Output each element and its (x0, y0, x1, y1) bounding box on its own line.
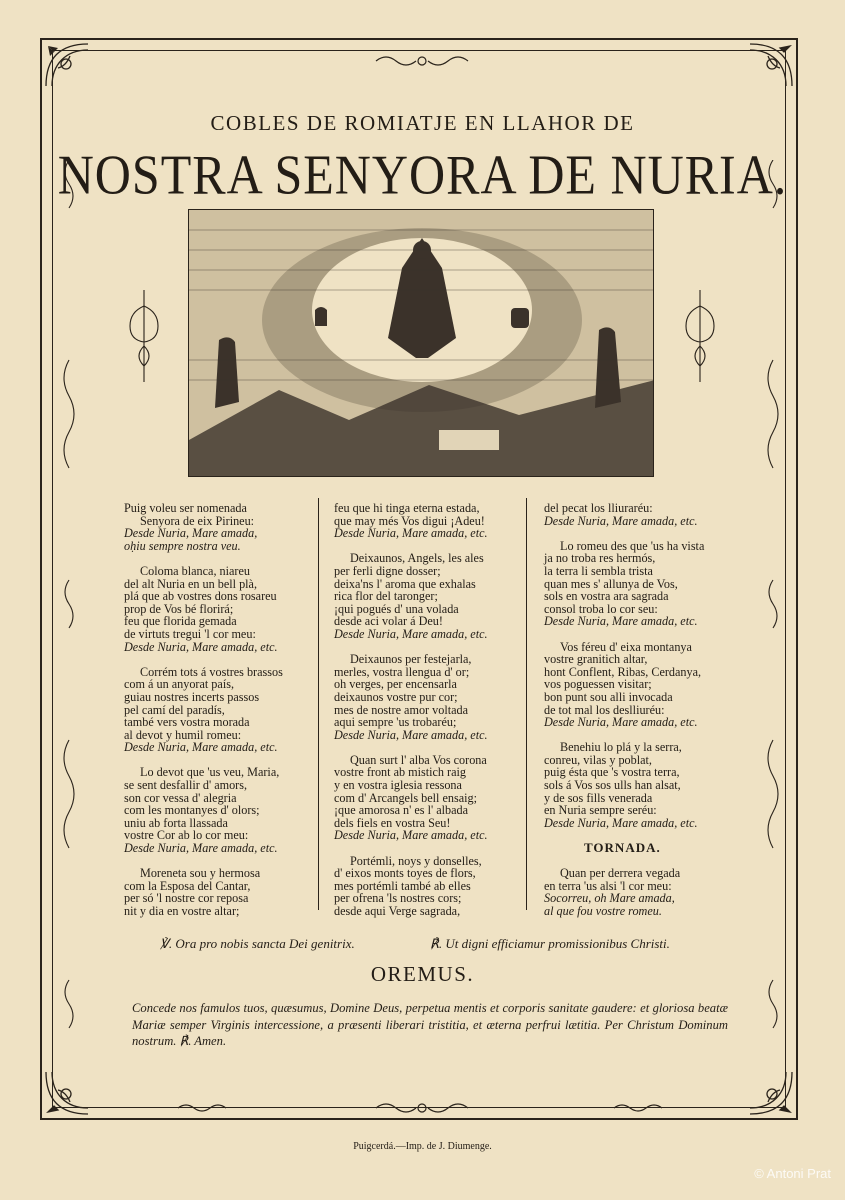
verse-line: com á un anyorat país, (124, 677, 234, 692)
verse-line: feu que florida gemada (124, 614, 237, 629)
bottom-right-ornament (612, 1100, 668, 1116)
stanza-gap (544, 628, 704, 641)
verse-line: conreu, vilas y poblat, (544, 752, 652, 767)
verse-line: dels fiels en vostra Seu! (334, 815, 451, 830)
verse-line: Desde Nuria, Mare amada, etc. (544, 715, 698, 730)
right-side-ornaments (758, 160, 788, 1040)
verse-line: mes portémli també ab elles (334, 878, 471, 893)
versicle: ℣. Ora pro nobis sancta Dei genitrix. (160, 936, 355, 951)
verse-line: deixa'ns l' aroma que exhalas (334, 576, 476, 591)
verse-line: al que fou vostre romeu. (544, 904, 662, 918)
verse-line: com d' Arcangels bell ensaig; (334, 790, 477, 805)
stanza-gap (124, 653, 283, 666)
verse-line: Desde Nuria, Mare amada, etc. (334, 526, 488, 541)
corner-ornament-tl (40, 38, 94, 92)
left-side-ornaments (54, 160, 84, 1040)
verse-line: ¡que amorosa n' es l' albada (334, 803, 469, 818)
verse-line: Desde Nuria, Mare amada, etc. (544, 614, 698, 629)
verse-line: que may més Vos digui ¡Adeu! (334, 513, 485, 528)
verse-line: com les montanyes d' olors; (124, 803, 260, 818)
verse-line: Desde Nuria, Mare amada, etc. (334, 727, 488, 742)
verse-line: Quan surt l' alba Vos corona (350, 752, 487, 767)
tornada-heading: TORNADA. (584, 840, 661, 856)
verse-line: Corrém tots á vostres brassos (140, 664, 283, 679)
verse-line: Quan per derrera vegada (560, 866, 681, 881)
verse-line: per ferli digne dosser; (334, 563, 441, 578)
right-flourish (680, 286, 720, 386)
verse-column-3 (544, 502, 704, 918)
verse-line: puig ésta que 's vostra terra, (544, 765, 680, 780)
verse-line: nit y dia en vostre altar; (124, 904, 240, 918)
verse-line: com la Esposa del Cantar, (124, 878, 251, 893)
column-divider-2 (526, 498, 527, 910)
subtitle: COBLES DE ROMIATJE EN LLAHOR DE (210, 111, 635, 135)
verse-line: son cor vessa d' alegria (124, 790, 237, 805)
verse-line: Desde Nuria, Mare amada, etc. (334, 626, 488, 641)
verse-line: Desde Nuria, Mare amada, etc. (124, 639, 278, 654)
verse-line: feu que hi tinga eterna estada, (334, 501, 480, 515)
verse-line: deixaunos vostre pur cor; (334, 689, 458, 704)
verse-line: guiau nostres incerts passos (124, 689, 260, 704)
verse-line: Moreneta sou y hermosa (140, 866, 261, 881)
verse-line: Desde Nuria, Mare amada, (124, 526, 258, 541)
verse-line: vostre granitich altar, (544, 652, 648, 667)
page-title: NOSTRA SENYORA DE NURIA. (57, 143, 788, 206)
verse-line: oḥiu sempre nostra veu. (124, 538, 241, 553)
response: ℟. Ut digni efficiamur promissionibus Christi. (430, 936, 670, 951)
verse-line: Portémli, noys y donselles, (350, 853, 482, 868)
verse-line: Desde Nuria, Mare amada, etc. (544, 815, 698, 830)
verse-line: al devot y humil romeu: (124, 727, 242, 742)
stanza-gap (334, 842, 488, 855)
corner-ornament-br (744, 1066, 798, 1120)
verse-line: també vers vostra morada (124, 715, 250, 730)
verse-line: ja no troba res hermós, (544, 551, 656, 566)
verse-line: Desde Nuria, Mare amada, etc. (124, 841, 278, 856)
verse-column-1 (124, 502, 283, 918)
verse-line: plá que ab vostres dons rosareu (124, 589, 277, 604)
oremus-heading: OREMUS. (370, 962, 475, 986)
verse-line: Desde Nuria, Mare amada, etc. (544, 513, 698, 528)
verse-line: Vos féreu d' eixa montanya (560, 639, 692, 654)
corner-ornament-bl (40, 1066, 94, 1120)
verse-line: Deixaunos, Angels, les ales (350, 551, 484, 566)
verse-line: bon punt sou alli invocada (544, 689, 673, 704)
verse-line: vostre front ab mistich raig (334, 765, 466, 780)
copyright-watermark: © Antoni Prat (754, 1166, 831, 1181)
verse-line: mes de nostre amor voltada (334, 702, 469, 717)
verse-line: de tot mal los deslliuréu: (544, 702, 665, 717)
verse-line: aqui sempre 'us trobaréu; (334, 715, 457, 730)
bottom-left-ornament (176, 1100, 232, 1116)
verse-line: Deixaunos per festejarla, (350, 652, 472, 667)
verse-line: sols en vostra ara sagrada (544, 589, 669, 604)
verse-line: consol troba lo cor seu: (544, 601, 658, 616)
verse-line: prop de Vos bé florirá; (124, 601, 234, 616)
verse-line: Senyora de eix Pirineu: (140, 513, 255, 528)
verse-line: desde aqui Verge sagrada, (334, 904, 461, 918)
verse-line: Lo devot que 'us veu, Maria, (140, 765, 280, 780)
verse-line: quan mes s' allunya de Vos, (544, 576, 678, 591)
verse-line: pel camí del paradís, (124, 702, 225, 717)
verse-line: hont Conflent, Ribas, Cerdanya, (544, 664, 702, 679)
closing-prayer: Concede nos famulos tuos, quæsumus, Domine Deus, perpetua mentis et corporis sanitate gaudere: et gloriosa beatæ Mariæ semper Virginis intercessione, a præsenti liberari tristitia, et æterna perfrui lætitia. Per Christum Dominum nostrum. ℟. Amen. (132, 1001, 728, 1048)
verse-line: vos poguessen visitar; (544, 677, 652, 692)
verse-line: Desde Nuria, Mare amada, etc. (124, 740, 278, 755)
verse-line: vostre Cor ab lo cor meu: (124, 828, 249, 843)
verse-line: d' eixos monts toyes de flors, (334, 866, 476, 881)
corner-ornament-tr (744, 38, 798, 92)
left-flourish (124, 286, 164, 386)
verse-line: en Nuria sempre seréu: (544, 803, 657, 818)
verse-line: uniu ab forta llassada (124, 815, 228, 830)
verse-line: per ofrena 'ls nostres cors; (334, 891, 462, 906)
verse-line: Benehiu lo plá y la serra, (560, 740, 682, 755)
verse-line: la terra li sembla trista (544, 563, 653, 578)
verse-line: Coloma blanca, niareu (140, 563, 250, 578)
stanza-gap (544, 527, 704, 540)
verse-column-2 (334, 502, 488, 918)
stanza-gap (334, 741, 488, 754)
verse-line: del pecat los lliuraréu: (544, 501, 653, 515)
verse-line: oh verges, per encensarla (334, 677, 457, 692)
verse-line: del alt Nuria en un bell plà, (124, 576, 258, 591)
verse-line: de virtuts tregui 'l cor meu: (124, 626, 256, 641)
verse-line: sols á Vos sos ulls han alsat, (544, 778, 681, 793)
verse-line: desde aci volar á Deu! (334, 614, 443, 629)
verse-line: Puig voleu ser nomenada (124, 501, 247, 515)
verse-line: en terra 'us alsi 'l cor meu: (544, 878, 672, 893)
verse-line: rica flor del taronger; (334, 589, 438, 604)
verse-line: y en vostra iglesia ressona (334, 778, 462, 793)
printer-imprint: Puigcerdá.—Imp. de J. Diumenge. (353, 1141, 492, 1152)
verse-line: merles, vostra llengua d' or; (334, 664, 470, 679)
verse-line: se sent desfallir d' amors, (124, 778, 248, 793)
verse-line: Lo romeu des que 'us ha vista (560, 538, 705, 553)
bottom-ornament (372, 1100, 472, 1116)
verse-line: Socorreu, oh Mare amada, (544, 891, 675, 906)
column-divider-1 (318, 498, 319, 910)
verse-line: ¡qui pogués d' una volada (334, 601, 459, 616)
top-ornament (372, 53, 472, 69)
verse-line: per só 'l nostre cor reposa (124, 891, 249, 906)
virgin-engraving-illustration (188, 209, 654, 477)
verse-line: Desde Nuria, Mare amada, etc. (334, 828, 488, 843)
verse-line: y de sos fills venerada (544, 790, 653, 805)
